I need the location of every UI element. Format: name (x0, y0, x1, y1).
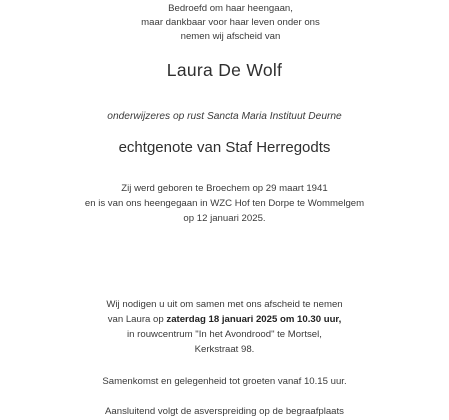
birth-line: Zij werd geboren te Broechem op 29 maart 1941 (121, 183, 328, 194)
spouse-line: echtgenote van Staf Herregodts (118, 139, 331, 156)
deceased-name: Laura De Wolf (166, 60, 283, 80)
passing-line: en is van ons heengegaan in WZC Hof ten Dorpe te Wommelgem (84, 198, 365, 209)
opening-line-1: Bedroefd om haar heengaan, (168, 3, 293, 14)
invitation-line-3: in rouwcentrum "In het Avondrood" te Mortsel, (127, 329, 322, 340)
closing-line: Aansluitend volgt de asverspreiding op de begraafplaats (105, 406, 344, 417)
invitation-line-1: Wij nodigen u uit om samen met ons afscheid te nemen (106, 299, 343, 310)
gathering-line: Samenkomst en gelegenheid tot groeten vanaf 10.15 uur. (102, 376, 347, 387)
ceremony-date-time: zaterdag 18 januari 2025 om 10.30 uur, (166, 314, 342, 325)
invitation-line-2 (0, 315, 449, 325)
invitation-line-2-prefix: van Laura op (107, 314, 167, 325)
opening-line-2: maar dankbaar voor haar leven onder ons (141, 17, 320, 28)
passing-date-line: op 12 januari 2025. (183, 213, 266, 224)
invitation-line-4: Kerkstraat 98. (194, 344, 255, 355)
opening-line-3: nemen wij afscheid van (180, 31, 281, 42)
occupation: onderwijzeres op rust Sancta Maria Instituut Deurne (107, 111, 342, 122)
